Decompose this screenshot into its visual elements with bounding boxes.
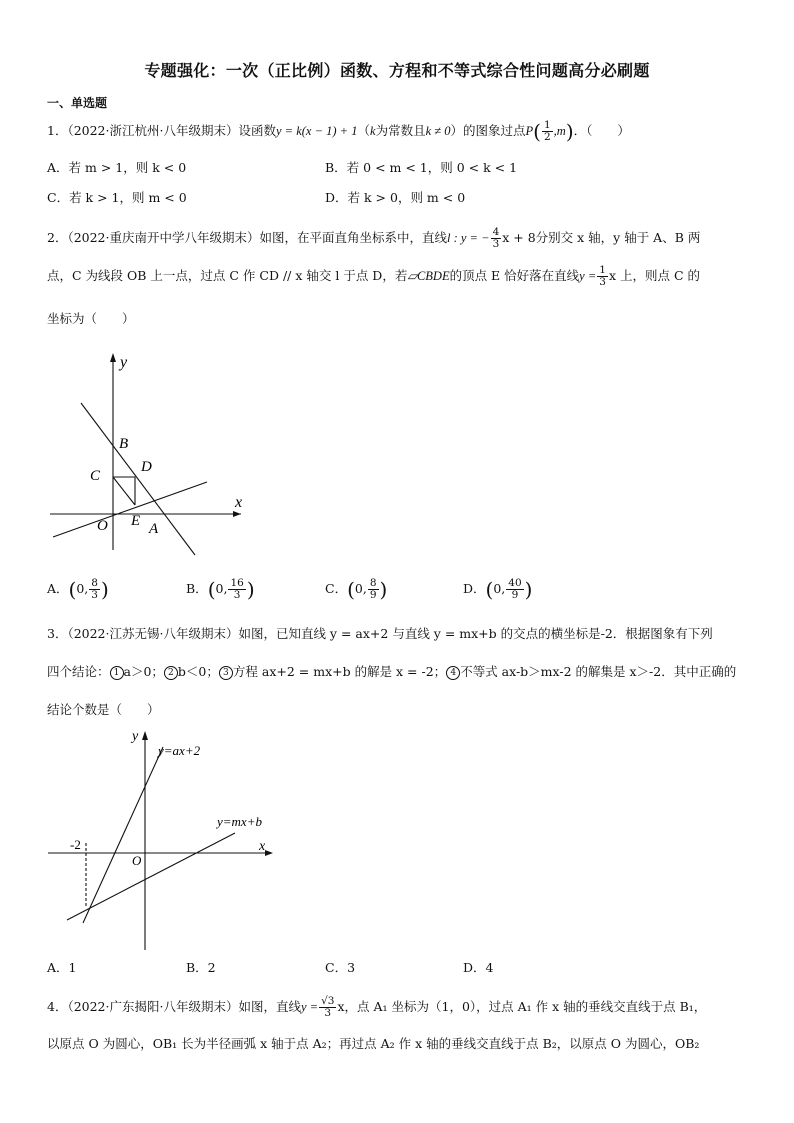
question-2-line-1: 2．（2022·重庆南开中学八年级期末）如图，在平面直角坐标系中，直线l : y = − $\frac{4}{3}$ x + 8分别交 x 轴，y 轴于 A、B 两 <box>47 226 701 250</box>
q3-label-neg2: -2 <box>70 837 81 852</box>
question-4-line-1: 4．（2022·广东揭阳·八年级期末）如图，直线y = $\frac{√3}{3}$ x，点 A₁ 坐标为（1，0），过点 A₁ 作 x 轴的垂线交直线于点 B₁， <box>47 995 707 1019</box>
q2-label-o: O <box>97 518 108 534</box>
q2-option-d[interactable]: D．(0, $\frac{40}{9}$ ) <box>463 577 533 602</box>
q1-option-c[interactable]: C．若 k > 1，则 m < 0 <box>47 190 187 205</box>
q2-label-x: x <box>235 494 243 511</box>
q2-label-e: E <box>131 513 141 529</box>
question-3-line-1: 3．（2022·江苏无锡·八年级期末）如图，已知直线 y = ax+2 与直线 y = mx+b 的交点的横坐标是-2．根据图象有下列 <box>47 626 713 641</box>
question-3-line-3: 结论个数是（ ） <box>47 702 160 717</box>
q3-figure <box>45 725 280 955</box>
q1-option-b[interactable]: B．若 0 < m < 1，则 0 < k < 1 <box>325 160 518 175</box>
section-heading: 一、单选题 <box>47 96 108 110</box>
q3-option-d[interactable]: D．4 <box>463 960 494 975</box>
q2-label-c: C <box>90 468 101 484</box>
q3-label-x: x <box>259 839 266 854</box>
q2-label-d: D <box>141 459 152 475</box>
q2-option-a[interactable]: A．(0, $\frac{8}{3}$ ) <box>47 577 109 602</box>
q2-option-c[interactable]: C．(0, $\frac{8}{9}$ ) <box>325 577 388 602</box>
q3-label-o: O <box>132 853 142 868</box>
q3-line-mx-plus-b <box>67 833 235 920</box>
question-1-stem: 1．（2022·浙江杭州·八年级期末）设函数y = k(x − 1) + 1（k为常数且k ≠ 0）的图象过点P( $\frac{1}{2}$ ,m)．（ ） <box>47 119 630 144</box>
question-2-line-2: 点，C 为线段 OB 上一点，过点 C 作 CD // x 轴交 l 于点 D，若▱CBDE的顶点 E 恰好落在直线y = $\frac{1}{3}$ x 上，则点 C 的 <box>47 264 700 288</box>
q3-label-y: y <box>132 729 139 744</box>
q2-option-b[interactable]: B．(0, $\frac{16}{3}$ ) <box>186 577 255 602</box>
q2-figure <box>45 345 255 560</box>
q3-option-a[interactable]: A．1 <box>47 960 77 975</box>
q2-label-a: A <box>149 521 159 537</box>
question-4-line-2: 以原点 O 为圆心，OB₁ 长为半径画弧 x 轴于点 A₂；再过点 A₂ 作 x 轴的垂线交直线于点 B₂，以原点 O 为圆心，OB₂ <box>47 1036 700 1051</box>
question-3-line-2: 四个结论： 1 a＞0； 2 b＜0； 3 方程 ax+2 = mx+b 的解是 x = -2； 4 不等式 ax-b＞mx-2 的解集是 x＞-2．其中正确的 <box>47 664 737 679</box>
page-title: 专题强化：一次（正比例）函数、方程和不等式综合性问题高分必刷题 <box>144 61 650 80</box>
q3-label-line1: y=ax+2 <box>158 743 201 758</box>
q1-option-d[interactable]: D．若 k > 0，则 m < 0 <box>325 190 466 205</box>
q3-label-line2: y=mx+b <box>217 814 262 829</box>
q2-line-one-third <box>53 482 207 537</box>
q3-option-c[interactable]: C．3 <box>325 960 356 975</box>
q3-line-ax-plus-2 <box>83 747 163 923</box>
question-2-line-3: 坐标为（ ） <box>47 311 135 326</box>
q2-label-y: y <box>120 354 128 371</box>
q3-option-b[interactable]: B．2 <box>186 960 216 975</box>
q2-label-b: B <box>119 436 129 452</box>
q1-option-a[interactable]: A．若 m > 1，则 k < 0 <box>47 160 187 175</box>
